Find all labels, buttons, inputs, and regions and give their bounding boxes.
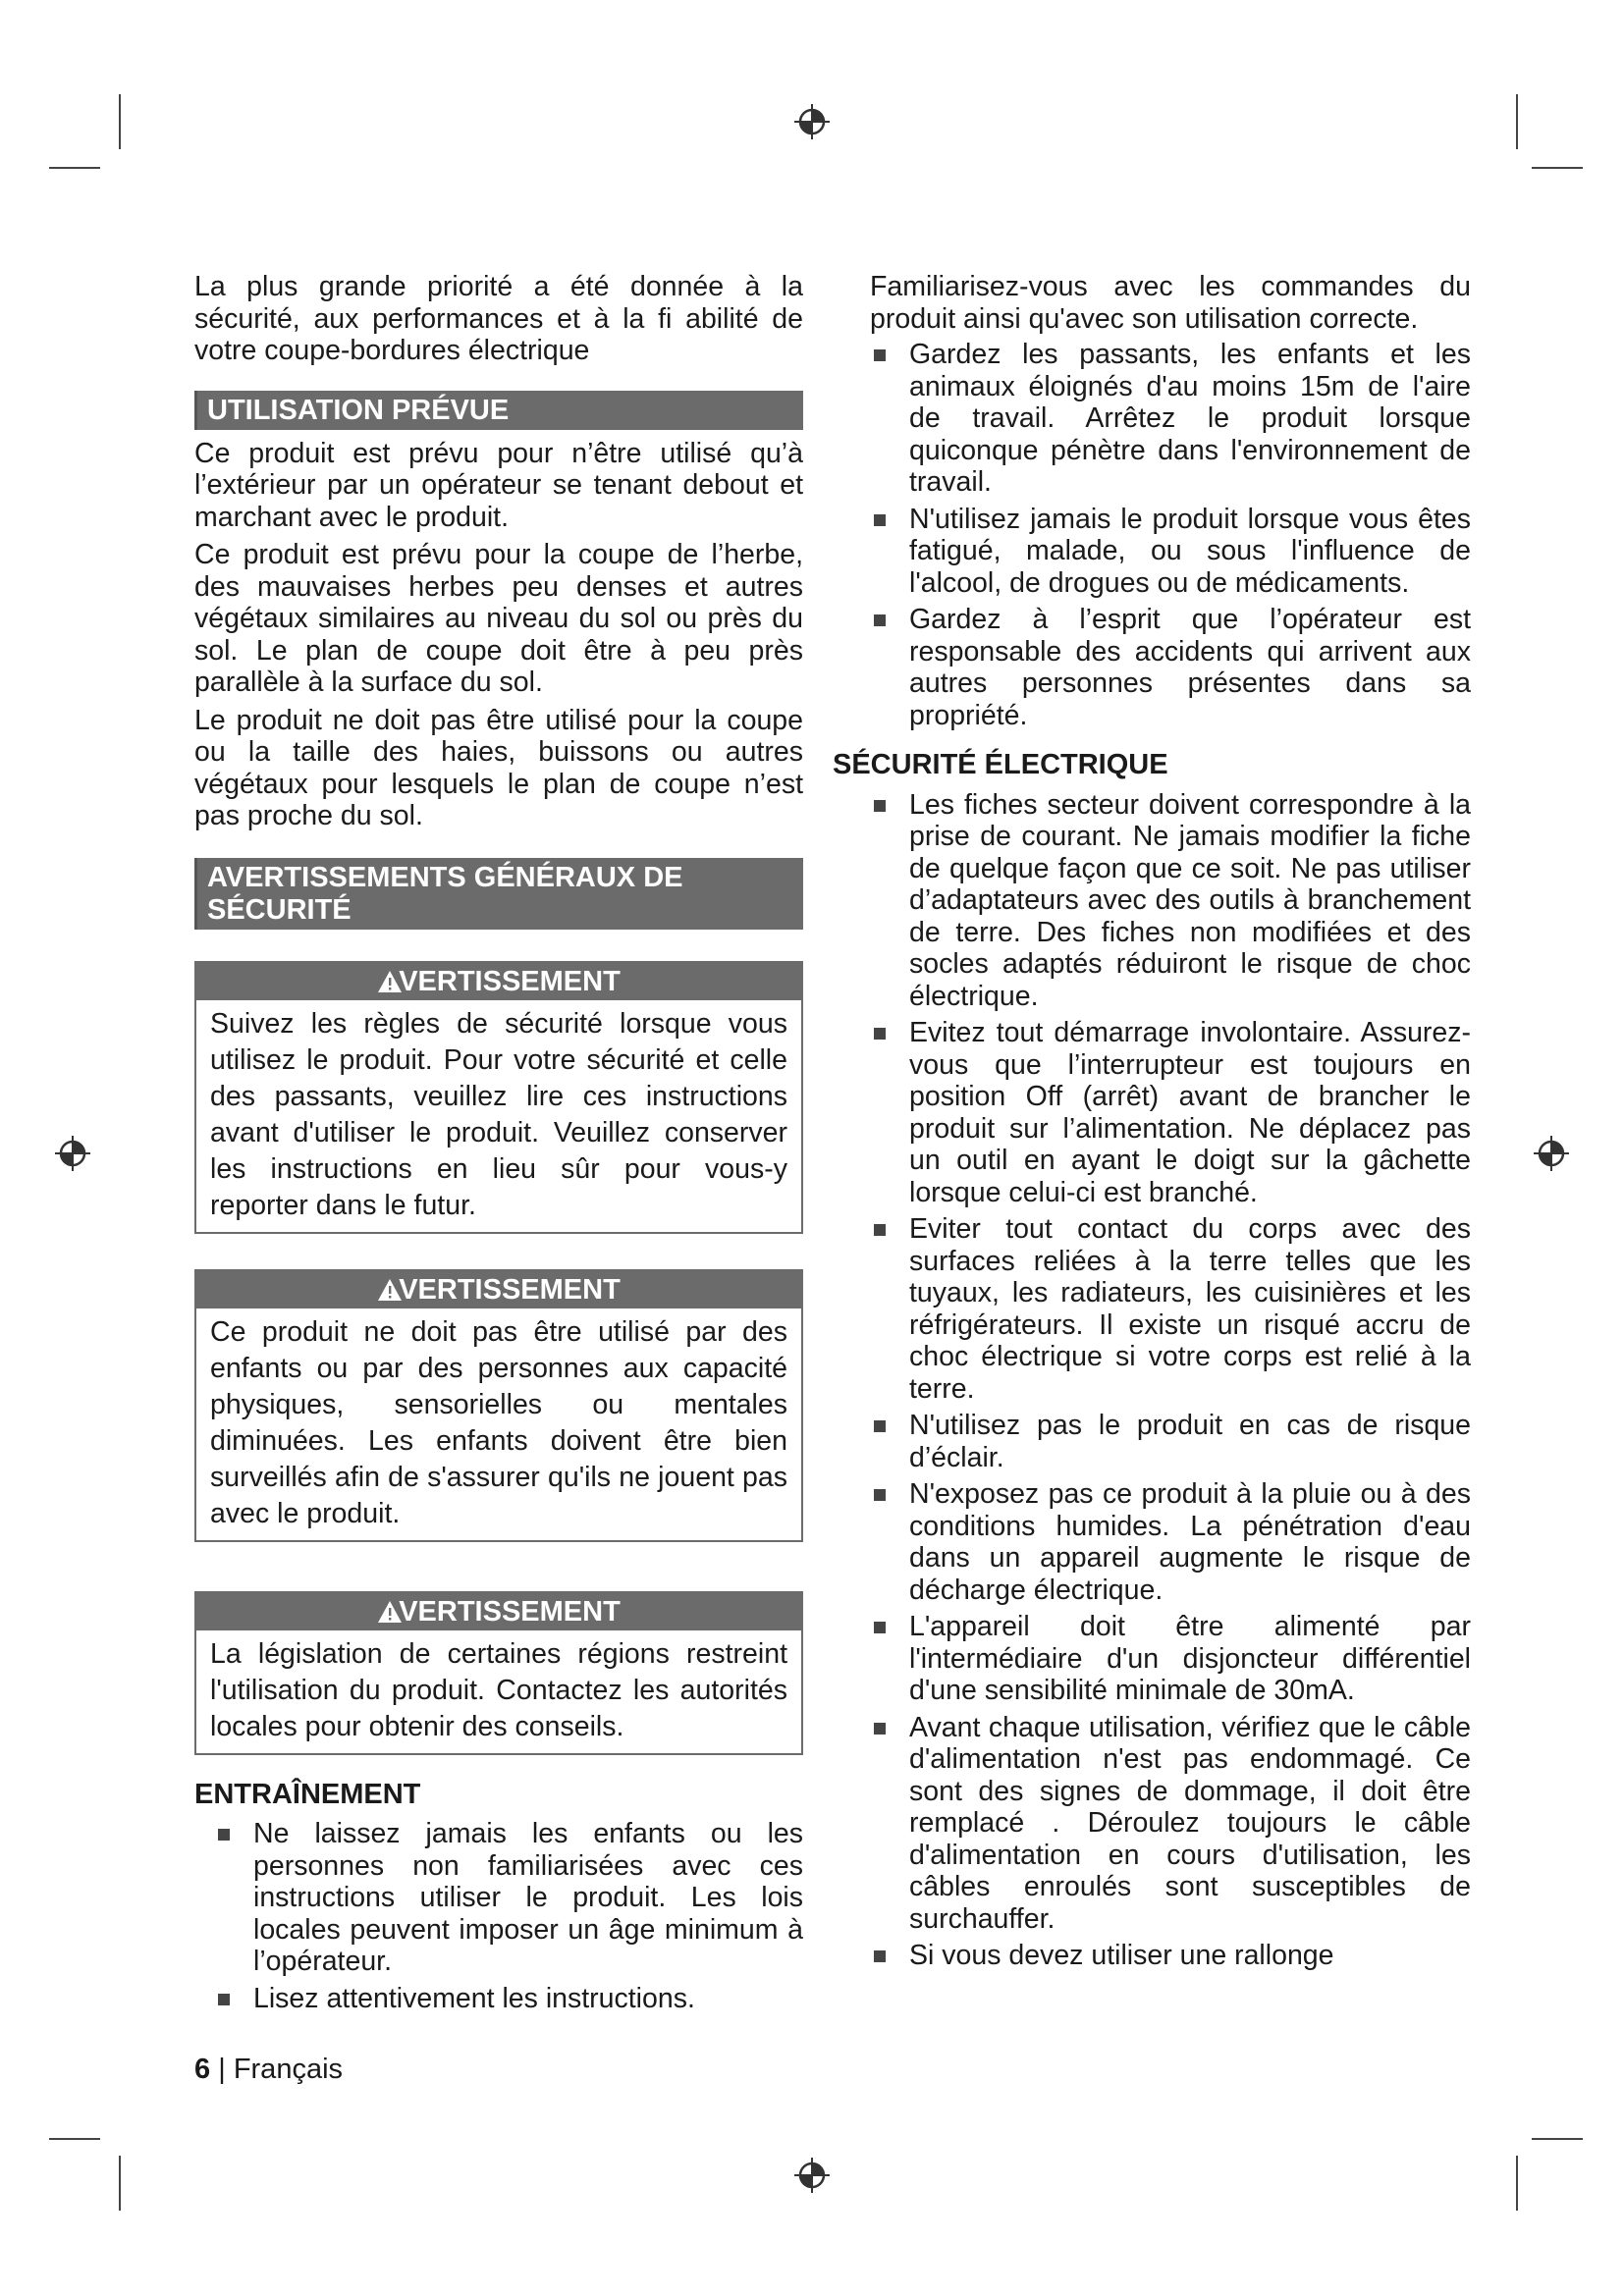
bullet-icon (874, 1723, 886, 1735)
bullet-icon (874, 1489, 886, 1501)
section-heading-intended-use: UTILISATION PRÉVUE (194, 391, 803, 430)
subheading-training: ENTRAÎNEMENT (194, 1778, 421, 1810)
warning-text: Suivez les règles de sécurité lorsque vous utilisez le produit. Pour votre sécurité et celle des passants, veuillez lire ces instructions avant d'utiliser le produit. Veuillez conserver les instructions en lieu sûr pour vous-y reporter dans le futur. (210, 1007, 787, 1221)
bullet-icon (874, 1622, 886, 1633)
registration-mark-icon (792, 2156, 832, 2195)
crop-mark (49, 167, 100, 169)
bullet-icon (874, 514, 886, 526)
electrical-list (870, 789, 1471, 1972)
right-column (833, 271, 1471, 1977)
warning-header (196, 1593, 801, 1630)
registration-mark-icon (53, 1134, 92, 1173)
registration-mark-icon (1532, 1134, 1571, 1173)
left-column (194, 271, 803, 2019)
intro-paragraph: La plus grande priorité a été donnée à la sécurité, aux performances et à la fi abilité de votre coupe-bordures électrique (194, 271, 803, 366)
page-number: 6 (194, 2054, 211, 2085)
list-item: Evitez tout démarrage involontaire. Assurez-vous que l’interrupteur est toujours en position Off (arrêt) avant de brancher le produit sur l’alimentation. Ne déplacez pas un outil en ayant le doigt sur la gâchette lorsque celui-ci est branché. (870, 1017, 1471, 1208)
bullet-icon (874, 1950, 886, 1962)
bullet-icon (874, 614, 886, 626)
crop-mark (1532, 167, 1583, 169)
continuation-paragraph: Familiarisez-vous avec les commandes du produit ainsi qu'avec son utilisation correcte. (870, 271, 1471, 335)
paragraph: Ce produit est prévu pour n’être utilisé qu’à l’extérieur par un opérateur se tenant debout et marchant avec le produit. (194, 437, 803, 533)
warning-text: La législation de certaines régions restreint l'utilisation du produit. Contactez les autorités locales pour obtenir des conseils. (210, 1637, 787, 1742)
list-item: Avant chaque utilisation, vérifiez que le câble d'alimentation n'est pas endommagé. Ce sont des signes de dommage, il doit être remplacé . Déroulez toujours le câble d'alimentation en cours d'utilisation, les câbles enroulés sont susceptibles de surchauffer. (870, 1712, 1471, 1936)
section-heading-general-warnings: AVERTISSEMENTS GÉNÉRAUX DE SÉCURITÉ (194, 858, 803, 930)
training-list-continued (870, 339, 1471, 731)
training-list (194, 1818, 803, 2014)
warning-box (194, 961, 803, 1234)
subheading-electrical-safety: SÉCURITÉ ÉLECTRIQUE (833, 749, 1168, 780)
bullet-icon (874, 1224, 886, 1236)
list-item: Lisez attentivement les instructions. (214, 1983, 803, 2015)
list-item: N'utilisez pas le produit en cas de risque d’éclair. (870, 1410, 1471, 1473)
warning-box (194, 1591, 803, 1755)
list-item: N'exposez pas ce produit à la pluie ou à des conditions humides. La pénétration d'eau dans un appareil augmente le risque de décharge électrique. (870, 1478, 1471, 1606)
list-item: Gardez à l’esprit que l’opérateur est responsable des accidents qui arrivent aux autres personnes présentes dans sa propriété. (870, 604, 1471, 731)
warning-title: VERTISSEMENT (399, 1595, 621, 1628)
paragraph: Ce produit est prévu pour la coupe de l’herbe, des mauvaises herbes peu denses et autres végétaux similaires au niveau du sol ou près du sol. Le plan de coupe doit être à peu près parallèle à la surface du sol. (194, 539, 803, 698)
footer-language: Français (233, 2054, 344, 2085)
warning-title: VERTISSEMENT (399, 1273, 621, 1306)
crop-mark (1532, 2138, 1583, 2140)
crop-mark (1516, 2156, 1518, 2211)
bullet-icon (874, 1028, 886, 1040)
registration-mark-icon (792, 102, 832, 141)
bullet-icon (874, 1420, 886, 1432)
warning-text: Ce produit ne doit pas être utilisé par des enfants ou par des personnes aux capacité physiques, sensorielles ou mentales diminuées. Les enfants doivent être bien surveillés afin de s'assurer qu'ils ne jouent pas avec le produit. (210, 1315, 787, 1529)
bullet-icon (874, 800, 886, 812)
list-item: Ne laissez jamais les enfants ou les personnes non familiarisées avec ces instructions utiliser le produit. Les lois locales peuvent imposer un âge minimum à l’opérateur. (214, 1818, 803, 1978)
warning-header (196, 963, 801, 1000)
list-item: Si vous devez utiliser une rallonge (870, 1940, 1471, 1972)
list-item: N'utilisez jamais le produit lorsque vous êtes fatigué, malade, ou sous l'influence de l'alcool, de drogues ou de médicaments. (870, 504, 1471, 600)
list-item: Gardez les passants, les enfants et les animaux éloignés d'au moins 15m de l'aire de travail. Arrêtez le produit lorsque quiconque pénètre dans l'environnement de travail. (870, 339, 1471, 499)
list-item: Les fiches secteur doivent correspondre à la prise de courant. Ne jamais modifier la fiche de quelque façon que ce soit. Ne pas utiliser d’adaptateurs avec des outils à branchement de terre. Des fiches non modifiées et des socles adaptés réduiront le risque de choc électrique. (870, 789, 1471, 1013)
bullet-icon (218, 1994, 230, 2005)
footer-separator: | (218, 2054, 226, 2085)
list-item: L'appareil doit être alimenté par l'intermédiaire d'un disjoncteur différentiel d'une sensibilité minimale de 30mA. (870, 1611, 1471, 1707)
bullet-icon (874, 349, 886, 361)
crop-mark (119, 94, 121, 149)
crop-mark (1516, 94, 1518, 149)
page-footer (194, 2054, 343, 2086)
warning-box (194, 1269, 803, 1542)
crop-mark (119, 2156, 121, 2211)
crop-mark (49, 2138, 100, 2140)
warning-title: VERTISSEMENT (399, 965, 621, 997)
paragraph: Le produit ne doit pas être utilisé pour la coupe ou la taille des haies, buissons ou autres végétaux pour lesquels le plan de coupe n’est pas proche du sol. (194, 704, 803, 831)
warning-header (196, 1271, 801, 1308)
bullet-icon (218, 1829, 230, 1841)
list-item: Eviter tout contact du corps avec des surfaces reliées à la terre telles que les tuyaux, les radiateurs, les cuisinières et les réfrigérateurs. Il existe un risqué accru de choc électrique si votre corps est relié à la terre. (870, 1213, 1471, 1405)
